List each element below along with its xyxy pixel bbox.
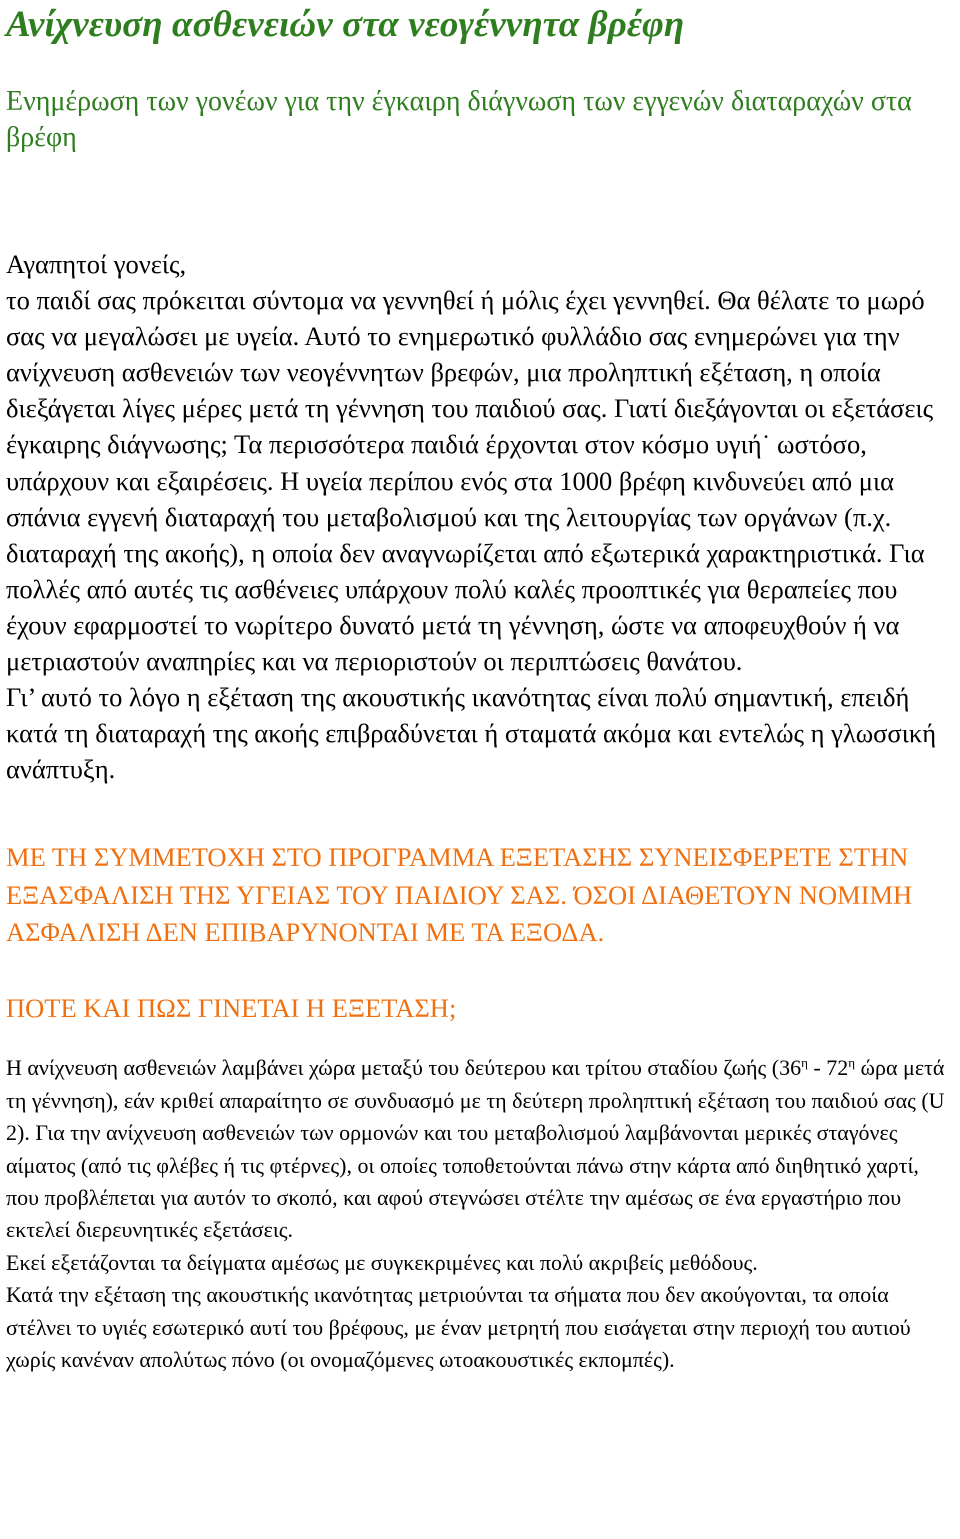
section-paragraph-hearing-test: Κατά την εξέταση της ακουστικής ικανότητας μετριούνται τα σήματα που δεν ακούγονται, τα οποία στέλνει το υγιές εσωτερικό αυτί του βρέφους, με έναν μετρητή που εισάγεται στην περιοχή του αυτιού χωρίς κανέναν απολύτως πόνο (οι ονομαζόμενες ωτοακουστικές εκπομπές). — [6, 1282, 911, 1373]
document-title: Ανίχνευση ασθενειών στα νεογέννητα βρέφη — [6, 4, 685, 45]
hearing-paragraph: Γι’ αυτό το λόγο η εξέταση της ακουστικής ικανότητας είναι πολύ σημαντική, επειδή κατά τη διαταραχή της ακοής επιβραδύνεται ή σταματά ακόμα και εντελώς η γλωσσική ανάπτυξη. — [6, 682, 937, 785]
timing-text-part: Η ανίχνευση ασθενειών λαμβάνει χώρα μεταξύ του δεύτερου και τρίτου σταδίου ζωής (36 — [6, 1055, 802, 1081]
document-page — [6, 0, 956, 1376]
section-paragraph-timing — [6, 1052, 956, 1246]
participation-notice: ΜΕ ΤΗ ΣΥΜΜΕΤΟΧΗ ΣΤΟ ΠΡΟΓΡΑΜΜΑ ΕΞΕΤΑΣΗΣ ΣΥΝΕΙΣΦΕΡΕΤΕ ΣΤΗΝ ΕΞΑΣΦΑΛΙΣΗ ΤΗΣ ΥΓΕΙΑΣ ΤΟΥ ΠΑΙΔΙΟΥ ΣΑΣ. ΌΣΟΙ ΔΙΑΘΕΤΟΥΝ ΝΟΜΙΜΗ ΑΣΦΑΛΙΣΗ ΔΕΝ ΕΠΙΒΑΡΥΝΟΝΤΑΙ ΜΕ ΤΑ ΕΞΟΔΑ. — [6, 842, 913, 948]
ordinal-superscript: η — [848, 1055, 856, 1071]
timing-text-part: - 72 — [807, 1055, 849, 1081]
section-heading: ΠΟΤΕ ΚΑΙ ΠΩΣ ΓΙΝΕΤΑΙ Η ΕΞΕΤΑΣΗ; — [6, 992, 457, 1023]
ordinal-superscript: η — [801, 1055, 808, 1071]
greeting: Αγαπητοί γονείς, — [6, 249, 187, 279]
document-subtitle: Ενημέρωση των γονέων για την έγκαιρη διάγνωση των εγγενών διαταραχών στα βρέφη — [6, 86, 912, 153]
timing-text-part: ώρα μετά τη γέννηση), εάν κριθεί απαραίτητο σε συνδυασμό με τη δεύτερη προληπτική εξέταση του παιδιού σας (U 2). Για την ανίχνευση ασθενειών των ορμονών και του μεταβολισμού λαμβάνονται μερικές σταγόνες αίματος (από τις φλέβες ή τις φτέρνες), οι οποίες τοποθετούνται πάνω στην κάρτα από διηθητικό χαρτί, που προβλέπεται για αυτόν το σκοπό, και αφού στεγνώσει στέλτε την αμέσως σε ένα εργαστήριο που εκτελεί διερευνητικές εξετάσεις. — [6, 1055, 945, 1243]
section-paragraph-lab: Εκεί εξετάζονται τα δείγματα αμέσως με συγκεκριμένες και πολύ ακριβείς μεθόδους. — [6, 1249, 758, 1275]
intro-paragraph: το παιδί σας πρόκειται σύντομα να γεννηθεί ή μόλις έχει γεννηθεί. Θα θέλατε το μωρό σας να μεγαλώσει με υγεία. Αυτό το ενημερωτικό φυλλάδιο σας ενημερώνει για την ανίχνευση ασθενειών των νεογέννητων βρεφών, μια προληπτική εξέταση, η οποία διεξάγεται λίγες μέρες μετά τη γέννηση του παιδιού σας. Γιατί διεξάγονται οι εξετάσεις έγκαιρης διάγνωσης; Τα περισσότερα παιδιά έρχονται στον κόσμο υγιή˙ ωστόσο, υπάρχουν και εξαιρέσεις. Η υγεία περίπου ενός στα 1000 βρέφη κινδυνεύει από μια σπάνια εγγενή διαταραχή του μεταβολισμού και της λειτουργίας των οργάνων (π.χ. διαταραχή της ακοής), η οποία δεν αναγνωρίζεται από εξωτερικά χαρακτηριστικά. Για πολλές από αυτές τις ασθένειες υπάρχουν πολύ καλές προοπτικές για θεραπείες που έχουν εφαρμοστεί το νωρίτερο δυνατό μετά τη γέννηση, ώστε να αποφευχθούν ή να μετριαστούν αναπηρίες και να περιοριστούν οι περιπτώσεις θανάτου. — [6, 285, 934, 677]
